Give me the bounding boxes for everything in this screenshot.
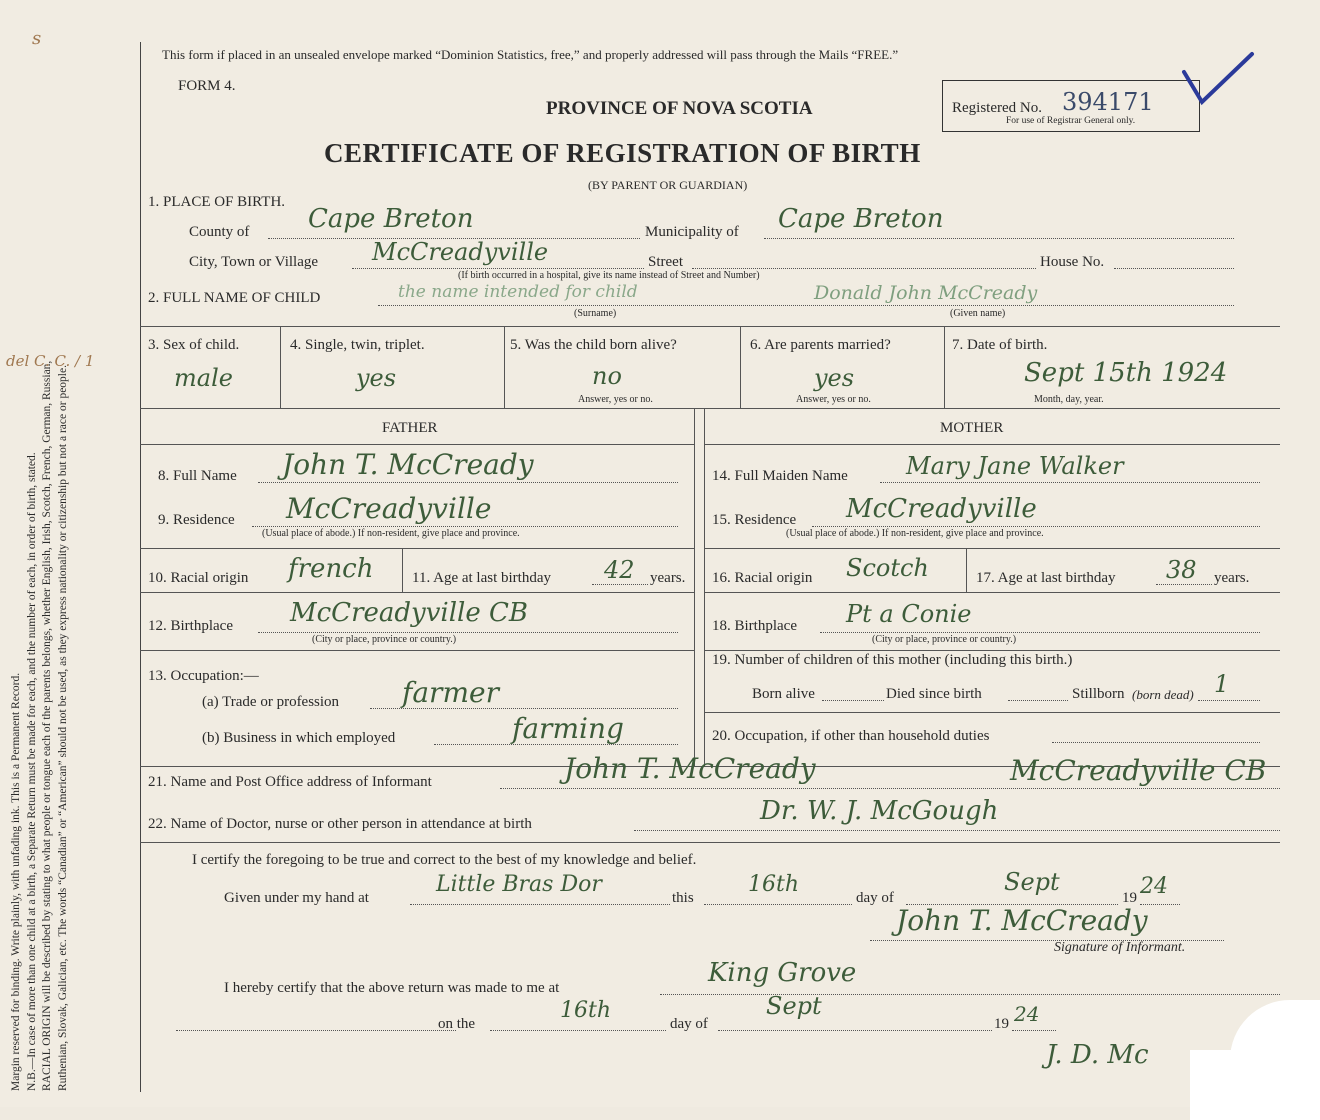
reg-year-prefix: 19 xyxy=(994,1016,1009,1032)
mother-name-value: Mary Jane Walker xyxy=(906,452,1124,480)
informant-line xyxy=(500,788,1280,789)
margin-line-3: RACIAL ORIGIN will be described by stating to what people or tongue each of the parents belongs, whether English, Irish, Scotch, French, German, Russian, xyxy=(41,360,53,1091)
col-divider-3 xyxy=(740,326,741,408)
informant-label: 21. Name and Post Office address of Informant xyxy=(148,774,432,790)
county-label: County of xyxy=(189,224,250,240)
doctor-label: 22. Name of Doctor, nurse or other person in attendance at birth xyxy=(148,816,532,832)
given-place-value: Little Bras Dor xyxy=(436,872,602,897)
torn-corner xyxy=(1190,1050,1320,1120)
signature-label: Signature of Informant. xyxy=(1054,940,1186,955)
form-number: FORM 4. xyxy=(178,78,236,94)
municipality-label: Municipality of xyxy=(645,224,739,240)
house-line xyxy=(1114,268,1234,269)
dob-label: 7. Date of birth. xyxy=(952,337,1048,353)
mother-birthplace-line xyxy=(820,632,1260,633)
torn-corner-edge xyxy=(1230,1000,1320,1060)
place-heading: 1. PLACE OF BIRTH. xyxy=(148,194,286,210)
father-name-line xyxy=(258,482,678,483)
house-label: House No. xyxy=(1040,254,1105,270)
child-name-label: 2. FULL NAME OF CHILD xyxy=(148,290,321,306)
mother-row-line-1 xyxy=(704,548,1280,549)
business-label: (b) Business in which employed xyxy=(202,730,396,746)
registrar-signature: J. D. Mc xyxy=(1046,1040,1149,1070)
reg-month-value: Sept xyxy=(766,992,822,1020)
father-birthplace-value: McCreadyville CB xyxy=(290,598,529,628)
municipality-value: Cape Breton xyxy=(778,204,944,234)
city-label: City, Town or Village xyxy=(189,254,319,270)
died-label: Died since birth xyxy=(886,686,982,702)
hospital-note: (If birth occurred in a hospital, give its name instead of Street and Number) xyxy=(458,270,760,281)
father-racial-value: french xyxy=(288,554,374,584)
mother-heading-line xyxy=(704,444,1280,445)
city-line xyxy=(352,268,644,269)
row-top-line xyxy=(140,326,1280,327)
reg-year-value: 24 xyxy=(1014,1002,1040,1026)
dob-value: Sept 15th 1924 xyxy=(1024,358,1228,388)
reg-year-line xyxy=(1012,1030,1056,1031)
year-prefix: 19 xyxy=(1122,890,1137,906)
father-heading: FATHER xyxy=(382,420,438,436)
alive-label: 5. Was the child born alive? xyxy=(510,337,677,353)
row-bottom-line xyxy=(140,408,1280,409)
trade-label: (a) Trade or profession xyxy=(202,694,340,710)
mail-notice: This form if placed in an unsealed envelope marked “Dominion Statistics, free,” and properly addressed will pass through the Mails “FREE.” xyxy=(162,47,899,62)
registrar-place-line xyxy=(660,994,1280,995)
stillborn-note: (born dead) xyxy=(1132,687,1194,702)
alive-note: Answer, yes or no. xyxy=(578,394,653,405)
married-note: Answer, yes or no. xyxy=(796,394,871,405)
year-value: 24 xyxy=(1140,874,1168,899)
county-value: Cape Breton xyxy=(308,204,474,234)
day-value: 16th xyxy=(748,872,800,897)
father-row-line-1 xyxy=(140,548,694,549)
registered-number: 394171 xyxy=(1062,88,1154,116)
mother-row-line-2 xyxy=(704,592,1280,593)
father-age-divider xyxy=(402,548,403,592)
day-line xyxy=(704,904,852,905)
province-heading: PROVINCE OF NOVA SCOTIA xyxy=(546,98,813,119)
mother-racial-label: 16. Racial origin xyxy=(712,570,813,586)
registrar-statement: I hereby certify that the above return was made to me at xyxy=(224,980,560,996)
father-age-label: 11. Age at last birthday xyxy=(412,570,551,586)
married-label: 6. Are parents married? xyxy=(750,337,891,353)
mother-heading: MOTHER xyxy=(940,420,1004,436)
mother-row-line-3 xyxy=(704,650,1280,651)
child-surname-value: the name intended for child xyxy=(398,282,638,302)
stillborn-label: Stillborn xyxy=(1072,686,1125,702)
certificate-title: CERTIFICATE OF REGISTRATION OF BIRTH xyxy=(324,138,921,168)
margin-line-1: Margin reserved for binding. Write plainly, with unfading ink. This is a Permanent Record. xyxy=(10,672,22,1091)
this-label: this xyxy=(672,890,694,906)
mother-years-label: years. xyxy=(1214,570,1250,586)
business-value: farming xyxy=(512,712,624,745)
given-label: Given under my hand at xyxy=(224,890,369,906)
father-residence-line xyxy=(252,526,678,527)
corner-mark: s xyxy=(32,28,42,49)
mother-occupation-label: 20. Occupation, if other than household duties xyxy=(712,728,990,744)
street-line xyxy=(692,268,1036,269)
stillborn-value: 1 xyxy=(1214,670,1230,698)
sex-value: male xyxy=(174,364,233,392)
single-label: 4. Single, twin, triplet. xyxy=(290,337,425,353)
informant-name-value: John T. McCready xyxy=(564,752,816,785)
day-of-label: day of xyxy=(856,890,894,906)
mother-occupation-line xyxy=(1052,742,1260,743)
reg-day-value: 16th xyxy=(560,998,612,1023)
mother-age-label: 17. Age at last birthday xyxy=(976,570,1116,586)
father-birthplace-label: 12. Birthplace xyxy=(148,618,233,634)
mother-age-value: 38 xyxy=(1166,556,1197,584)
born-alive-line xyxy=(822,700,884,701)
margin-instructions xyxy=(9,91,71,1091)
on-the-label: on the xyxy=(438,1016,476,1032)
mother-residence-label: 15. Residence xyxy=(712,512,797,528)
mother-residence-line xyxy=(812,526,1260,527)
occupation-label: 13. Occupation:— xyxy=(148,668,259,684)
margin-line-2: N.B.—In case of more than one child at a birth, a Separate Return must be made for each, and the number of each, in order of birth, stated. xyxy=(25,452,38,1091)
col-divider-2 xyxy=(504,326,505,408)
doctor-value: Dr. W. J. McGough xyxy=(760,796,999,826)
born-alive-label: Born alive xyxy=(752,686,815,702)
informant-address-value: McCreadyville CB xyxy=(1010,754,1267,787)
child-given-value: Donald John McCready xyxy=(814,282,1038,304)
municipality-line xyxy=(764,238,1234,239)
father-row-line-3 xyxy=(140,650,694,651)
alive-value: no xyxy=(592,362,622,390)
mother-birthplace-label: 18. Birthplace xyxy=(712,618,797,634)
father-residence-value: McCreadyville xyxy=(286,492,492,525)
month-value: Sept xyxy=(1004,868,1060,896)
col-divider-4 xyxy=(944,326,945,408)
mother-age-line xyxy=(1156,584,1212,585)
registrar-place-value: King Grove xyxy=(708,958,857,988)
father-name-value: John T. McCready xyxy=(282,448,534,481)
given-place-line xyxy=(410,904,670,905)
registrar-prefix-line xyxy=(176,1030,456,1031)
single-value: yes xyxy=(356,364,397,392)
dob-note: Month, day, year. xyxy=(1034,394,1104,405)
left-margin-note: del C. C. / 1 xyxy=(6,352,95,370)
checkmark-icon xyxy=(1180,50,1256,110)
form-left-border xyxy=(140,42,141,1092)
registrar-note: For use of Registrar General only. xyxy=(1006,116,1136,126)
mother-racial-value: Scotch xyxy=(846,554,929,582)
father-birthplace-line xyxy=(258,632,678,633)
given-name-note: (Given name) xyxy=(950,308,1006,319)
father-birthplace-note: (City or place, province or country.) xyxy=(312,634,457,645)
reg-month-line xyxy=(718,1030,992,1031)
father-heading-line xyxy=(140,444,694,445)
reg-day-of-label: day of xyxy=(670,1016,708,1032)
father-name-label: 8. Full Name xyxy=(158,468,237,484)
parents-divider-left xyxy=(694,408,695,766)
father-years-label: years. xyxy=(650,570,686,586)
mother-abode-note: (Usual place of abode.) If non-resident, give place and province. xyxy=(786,528,1044,539)
certification-statement: I certify the foregoing to be true and correct to the best of my knowledge and belief. xyxy=(192,852,697,868)
trade-value: farmer xyxy=(402,676,499,709)
mother-birthplace-value: Pt a Conie xyxy=(846,600,972,628)
father-abode-note: (Usual place of abode.) If non-resident, give place and province. xyxy=(262,528,520,539)
mother-row-line-4 xyxy=(704,712,1280,713)
reg-day-line xyxy=(490,1030,666,1031)
city-value: McCreadyville xyxy=(372,238,549,266)
mother-name-label: 14. Full Maiden Name xyxy=(712,468,848,484)
father-age-line xyxy=(592,584,648,585)
father-racial-label: 10. Racial origin xyxy=(148,570,249,586)
father-age-value: 42 xyxy=(604,556,635,584)
child-name-line xyxy=(378,305,1234,306)
mother-residence-value: McCreadyville xyxy=(846,494,1037,524)
certificate-subtitle: (BY PARENT OR GUARDIAN) xyxy=(588,178,748,192)
married-value: yes xyxy=(814,364,855,392)
surname-note: (Surname) xyxy=(574,308,617,319)
stillborn-line xyxy=(1198,700,1260,701)
registered-label: Registered No. xyxy=(952,100,1042,116)
died-line xyxy=(1008,700,1068,701)
children-label: 19. Number of children of this mother (including this birth.) xyxy=(712,652,1073,668)
mother-name-line xyxy=(880,482,1260,483)
margin-line-4: Ruthenian, Slovak, Galician, etc. The words “Canadian” or “American” should not be used, as they express nationality or citizenship but not a race or people. xyxy=(56,365,69,1091)
mother-age-divider xyxy=(966,548,967,592)
informant-signature: John T. McCready xyxy=(896,904,1148,937)
street-label: Street xyxy=(648,254,683,270)
doctor-line xyxy=(634,830,1280,831)
sex-label: 3. Sex of child. xyxy=(148,337,240,353)
father-residence-label: 9. Residence xyxy=(158,512,235,528)
certification-top-line xyxy=(140,842,1280,843)
col-divider-1 xyxy=(280,326,281,408)
father-row-line-2 xyxy=(140,592,694,593)
mother-birthplace-note: (City or place, province or country.) xyxy=(872,634,1017,645)
